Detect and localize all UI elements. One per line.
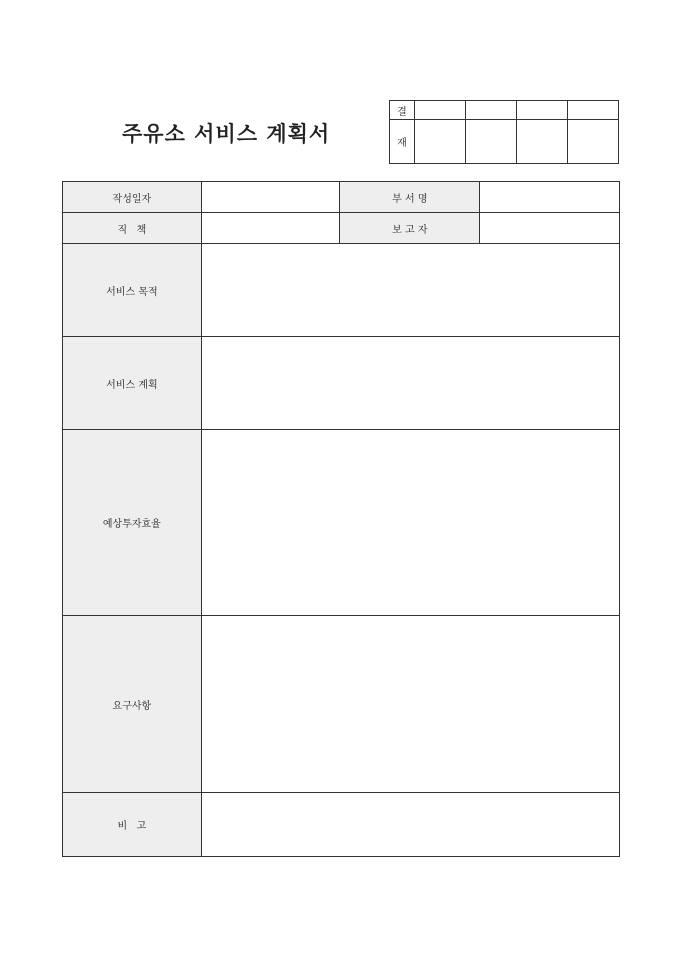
approval-header-cell [568, 101, 619, 120]
approval-header-cell [517, 101, 568, 120]
date-label: 작성일자 [63, 182, 202, 213]
position-label: 직 책 [63, 213, 202, 244]
service-plan-field[interactable] [201, 337, 619, 430]
reporter-field[interactable] [480, 213, 620, 244]
expected-roi-label: 예상투자효율 [63, 430, 202, 616]
approval-sign-cell[interactable] [466, 120, 517, 164]
department-label: 부 서 명 [340, 182, 480, 213]
service-plan-label: 서비스 계획 [63, 337, 202, 430]
position-field[interactable] [201, 213, 340, 244]
document-title: 주유소 서비스 계획서 [122, 122, 331, 146]
plan-form-table [62, 181, 620, 857]
approval-sign-cell[interactable] [517, 120, 568, 164]
reporter-label: 보 고 자 [340, 213, 480, 244]
approval-box [389, 100, 619, 164]
requirements-field[interactable] [201, 616, 619, 793]
approval-label-top: 결 [390, 101, 415, 120]
date-field[interactable] [201, 182, 340, 213]
approval-sign-cell[interactable] [415, 120, 466, 164]
requirements-label: 요구사항 [63, 616, 202, 793]
department-field[interactable] [480, 182, 620, 213]
approval-header-cell [415, 101, 466, 120]
remarks-label: 비 고 [63, 793, 202, 857]
approval-sign-cell[interactable] [568, 120, 619, 164]
expected-roi-field[interactable] [201, 430, 619, 616]
approval-label-bottom: 재 [390, 120, 415, 164]
service-purpose-field[interactable] [201, 244, 619, 337]
remarks-field[interactable] [201, 793, 619, 857]
service-purpose-label: 서비스 목적 [63, 244, 202, 337]
approval-header-cell [466, 101, 517, 120]
